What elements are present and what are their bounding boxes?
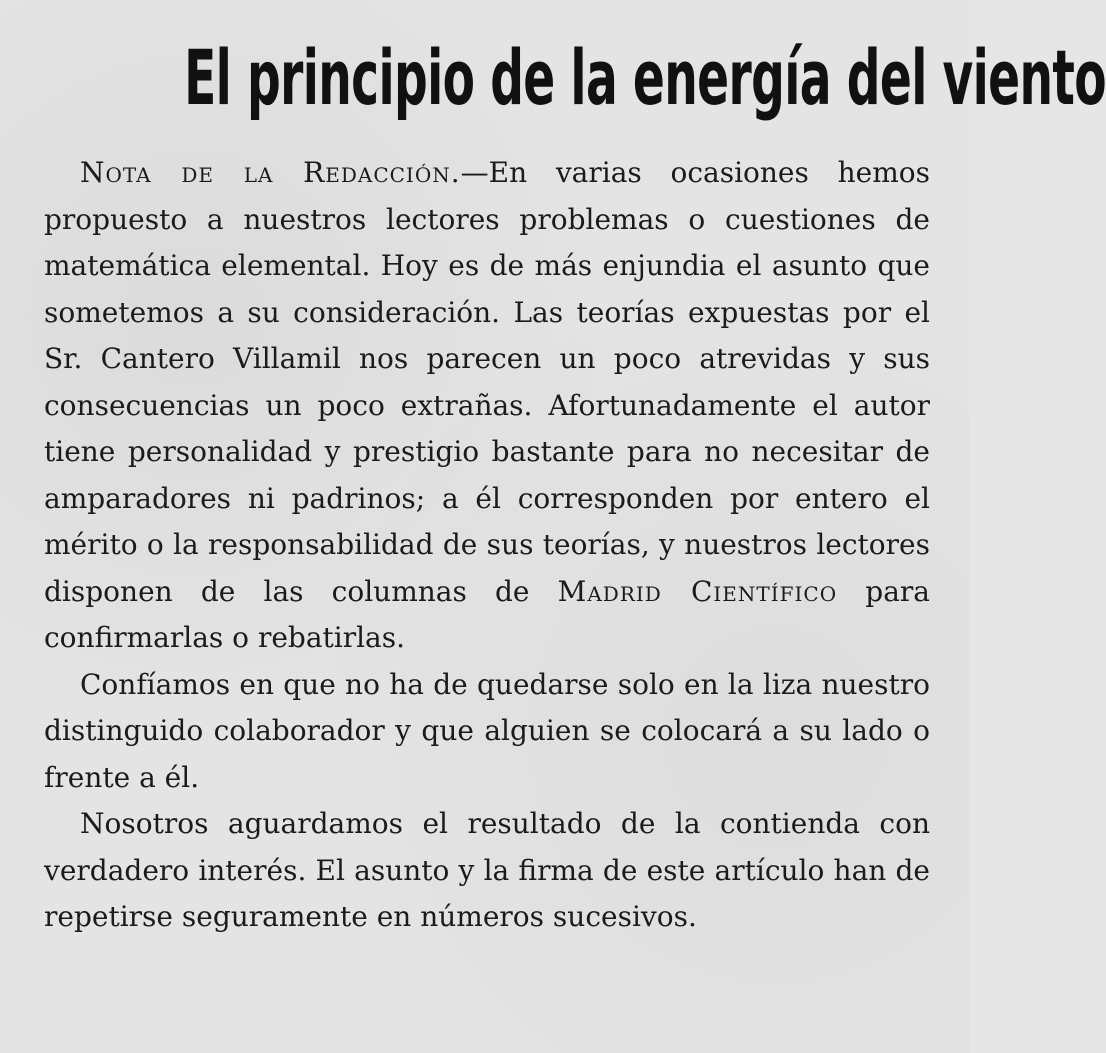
note-heading: Nota de la Redacción. <box>80 156 461 189</box>
article-body <box>44 150 930 941</box>
article-title: El principio de la energía del viento <box>184 33 1106 122</box>
paragraph-3: Nosotros aguardamos el resultado de la contienda con verdadero interés. El asunto y la firma de este artículo han de repetirse seguramente en números sucesivos. <box>44 807 930 933</box>
editorial-note-paragraph <box>44 150 930 662</box>
paragraph-1-end: para confirmarlas o rebatirlas. <box>44 574 930 654</box>
journal-name: Madrid Científico <box>557 574 838 608</box>
paragraph-2: Confíamos en que no ha de quedarse solo en la liza nuestro distinguido colaborador y que alguien se colocará a su lado o frente a él. <box>44 667 930 794</box>
paragraph-1-text: —En varias ocasiones hemos propuesto a nuestros lectores problemas o cuestiones de matemática elemental. Hoy es de más enjundia el asunto que sometemos a su consideración. Las teorías expuestas por el Sr. Cantero Villamil nos parecen un poco atrevidas y sus consecuencias un poco extrañas. Afortunadamente el autor tiene personalidad y prestigio bastante para no necesitar de amparadores ni padrinos; a él corresponden por entero el mérito o la responsabilidad de sus teorías, y nuestros lectores disponen de las columnas de <box>44 156 930 608</box>
